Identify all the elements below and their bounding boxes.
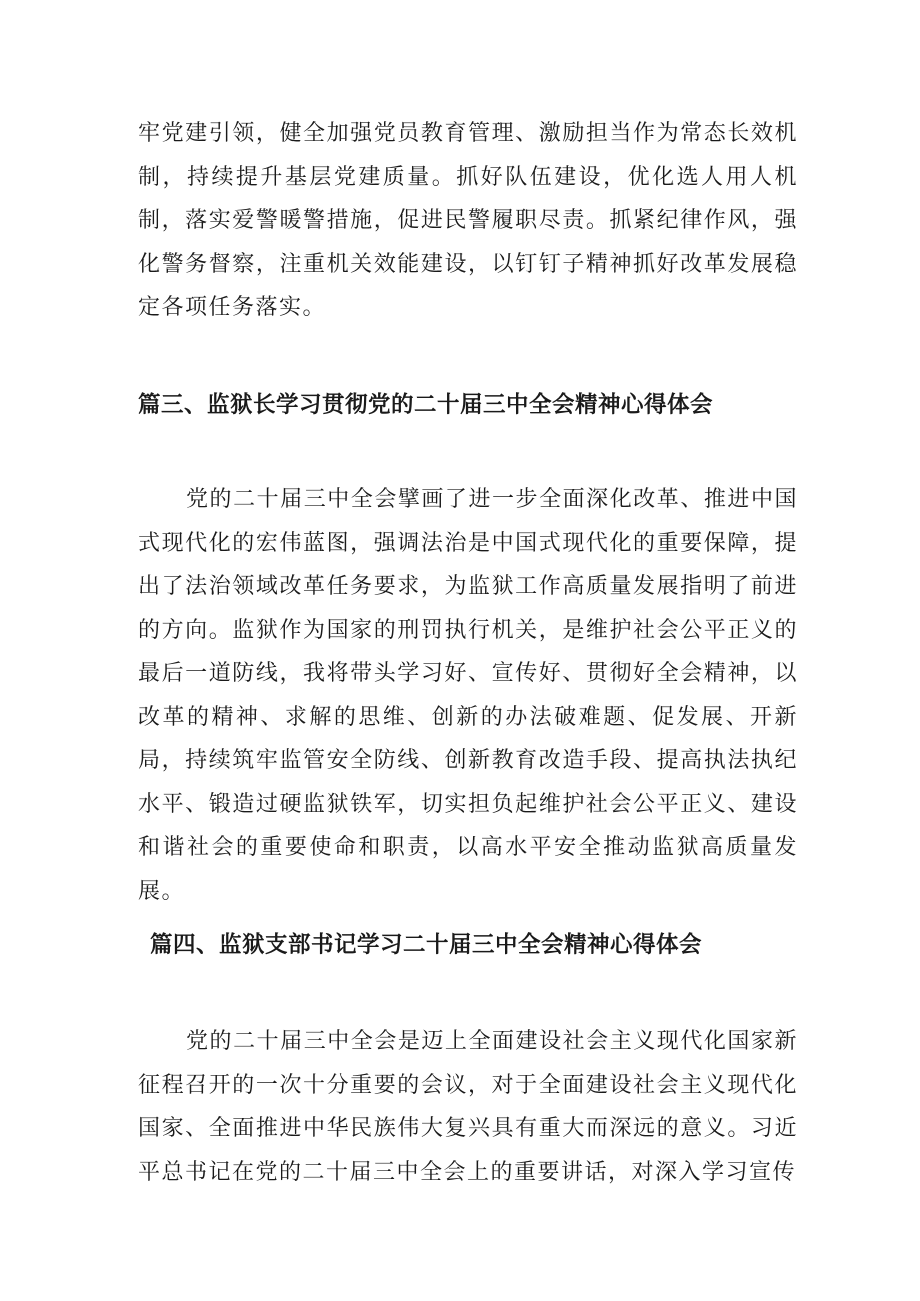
body-paragraph-continued: 牢党建引领，健全加强党员教育管理、激励担当作为常态长效机制，持续提升基层党建质量。抓好队伍建设，优化选人用人机制，落实爱警暖警措施，促进民警履职尽责。抓紧纪律作风，强化警务督察，注重机关效能建设，以钉钉子精神抓好改革发展稳定各项任务落实。: [138, 121, 798, 320]
section-3-title: 篇三、监狱长学习贯彻党的二十届三中全会精神心得体会: [138, 392, 714, 418]
section-4-title: 篇四、监狱支部书记学习二十届三中全会精神心得体会: [150, 932, 703, 958]
section-3-paragraph: 党的二十届三中全会擘画了进一步全面深化改革、推进中国式现代化的宏伟蓝图，强调法治是中国式现代化的重要保障，提出了法治领域改革任务要求，为监狱工作高质量发展指明了前进的方向。监狱作为国家的刑罚执行机关，是维护社会公平正义的最后一道防线，我将带头学习好、宣传好、贯彻好全会精神，以改革的精神、求解的思维、创新的办法破难题、促发展、开新局，持续筑牢监管安全防线、创新教育改造手段、提高执法执纪水平、锻造过硬监狱铁军，切实担负起维护社会公平正义、建设和谐社会的重要使命和职责，以高水平安全推动监狱高质量发展。: [138, 487, 798, 904]
section-4-paragraph: 党的二十届三中全会是迈上全面建设社会主义现代化国家新征程召开的一次十分重要的会议，对于全面建设社会主义现代化国家、全面推进中华民族伟大复兴具有重大而深远的意义。习近平总书记在党的二十届三中全会上的重要讲话，对深入学习宣传: [138, 1029, 798, 1185]
